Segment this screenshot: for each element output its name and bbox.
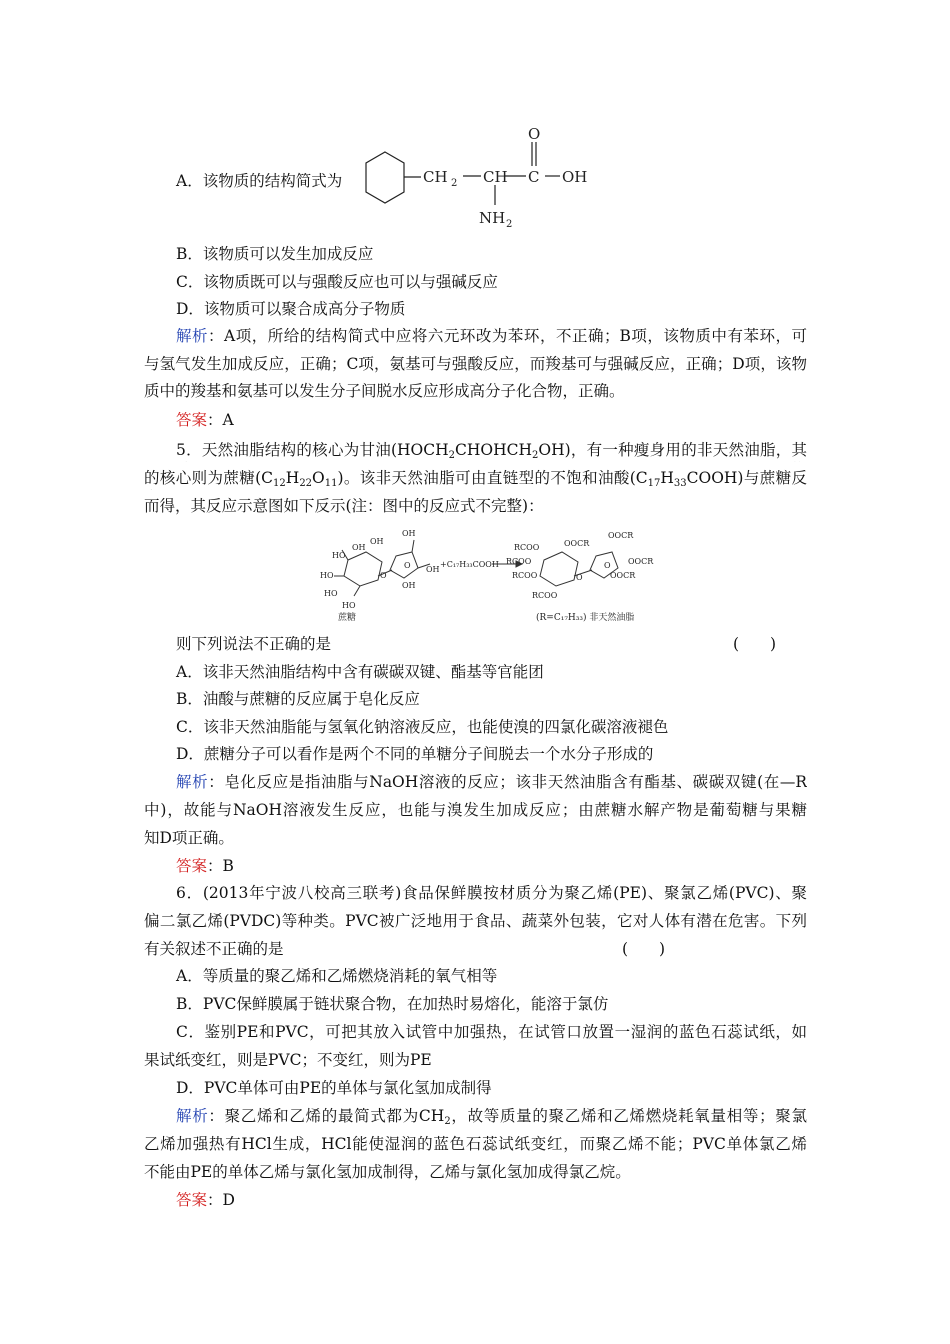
q4-analysis-line-1: 解析：A项，所给的结构简式中应将六元环改为苯环，不正确；B项，该物质中有苯环，可 (176, 327, 807, 345)
q5-answer-label: 答案 (176, 857, 208, 875)
q6-option-c-line-1: C．鉴别PE和PVC，可把其放入试管中加强热，在试管口放置一湿润的蓝色石蕊试纸，如 (176, 1023, 807, 1041)
q6-option-b: B．PVC保鲜膜属于链状聚合物，在加热时易熔化，能溶于氯仿 (176, 995, 609, 1013)
q4-answer-value: ：A (207, 411, 234, 429)
q5-analysis-line-3: 知D项正确。 (144, 829, 234, 847)
q5-analysis-line-1: 解析：皂化反应是指油脂与NaOH溶液的反应；该非天然油脂含有酯基、碳碳双键(在—R (176, 773, 807, 791)
svg-text:RCOO: RCOO (512, 571, 538, 580)
ch-group: CH (483, 168, 508, 186)
amino-group: NH (479, 209, 506, 227)
nh2-subscript: 2 (506, 219, 513, 230)
svg-text:O: O (404, 561, 411, 570)
q5-answer (176, 856, 234, 876)
svg-text:OH: OH (370, 537, 384, 546)
q4-option-d: D．该物质可以聚合成高分子物质 (176, 300, 406, 318)
svg-text:OH: OH (402, 581, 416, 590)
q5-answer-blank: ( ) (733, 635, 777, 653)
q6-option-c-line-2: 果试纸变红，则是PVC；不变红，则为PE (144, 1051, 432, 1069)
svg-text:O: O (604, 561, 611, 570)
q4-analysis-line-3: 质中的羧基和氨基可以发生分子间脱水反应形成高分子化合物，正确。 (144, 382, 625, 400)
carbonyl-carbon: C (528, 168, 540, 186)
reagent-label: +C₁₇H₃₃COOH (440, 560, 499, 569)
q6-analysis-line-2: 乙烯加强热有HCl生成，HCl能使湿润的蓝色石蕊试纸变红，而聚乙烯不能；PVC单体氯乙烯 (144, 1135, 807, 1153)
q6-answer (176, 1190, 235, 1210)
svg-text:OOCR: OOCR (628, 557, 654, 566)
q6-analysis-label: 解析 (176, 1107, 209, 1125)
q6-answer-blank: ( ) (622, 940, 666, 958)
q5-stem-line-3: 而得，其反应示意图如下反示(注：图中的反应式不完整)： (144, 497, 544, 515)
q4-analysis-label: 解析 (176, 327, 209, 345)
q4-answer-label: 答案 (176, 411, 208, 429)
svg-text:OH: OH (352, 543, 366, 552)
q4-option-a: A．该物质的结构简式为 (176, 172, 343, 190)
q4-option-b: B．该物质可以发生加成反应 (176, 245, 374, 263)
q5-analysis-label: 解析 (176, 773, 209, 791)
q5-option-c: C．该非天然油脂能与氢氧化钠溶液反应，也能使溴的四氯化碳溶液褪色 (176, 718, 669, 736)
q6-analysis-line-1: 解析：聚乙烯和乙烯的最简式都为$CH_2$，故等质量的聚乙烯和乙烯燃烧耗氧量相等；聚氯 (176, 1107, 807, 1127)
q6-analysis-line-3: 不能由PE的单体乙烯与氯化氢加成制得，乙烯与氯化氢加成得氯乙烷。 (144, 1163, 631, 1181)
svg-text:HO: HO (320, 571, 334, 580)
q4-answer (176, 410, 234, 430)
svg-text:HO: HO (324, 589, 338, 598)
svg-text:OH: OH (426, 565, 440, 574)
svg-text:RCOO: RCOO (506, 557, 532, 566)
svg-text:OOCR: OOCR (608, 531, 634, 540)
q5-option-b: B．油酸与蔗糖的反应属于皂化反应 (176, 690, 420, 708)
q6-answer-label: 答案 (176, 1191, 208, 1209)
product-glucose-ring (540, 552, 578, 586)
svg-text:RCOO: RCOO (514, 543, 540, 552)
svg-text:HO: HO (342, 601, 356, 610)
svg-text:OH: OH (402, 529, 416, 538)
svg-text:HO: HO (332, 551, 346, 560)
q6-option-a: A．等质量的聚乙烯和乙烯燃烧消耗的氧气相等 (176, 967, 498, 985)
q5-reaction-scheme (318, 528, 678, 624)
q5-option-d: D．蔗糖分子可以看作是两个不同的单糖分子间脱去一个水分子形成的 (176, 745, 654, 763)
q5-question: 则下列说法不正确的是 (176, 635, 332, 653)
cyclohexane-ring (366, 152, 404, 203)
q5-analysis-line-2: 中)，故能与NaOH溶液发生反应，也能与溴发生加成反应；由蔗糖水解产物是葡萄糖与果糖 (144, 801, 807, 819)
svg-text:RCOO: RCOO (532, 591, 558, 600)
ch2-group: CH (423, 168, 448, 186)
ch2-subscript: 2 (451, 178, 458, 189)
q5-stem-line-1: 5．天然油脂结构的核心为甘油$(HOCH_2CHOHCH_2OH)$，有一种瘦身用的非天然油脂，其 (176, 441, 807, 461)
hydroxyl-group: OH (562, 168, 588, 186)
svg-text:O: O (380, 571, 387, 580)
q6-answer-value: ：D (207, 1191, 235, 1209)
svg-text:O: O (576, 573, 583, 582)
carbonyl-oxygen: O (528, 125, 541, 143)
svg-text:OOCR: OOCR (610, 571, 636, 580)
q4-analysis-line-2: 与氢气发生加成反应，正确；C项，氨基可与强酸反应，而羧基可与强碱反应，正确；D项，该物 (144, 355, 807, 373)
q5-answer-value: ：B (207, 857, 234, 875)
product-label: (R=C₁₇H₃₃) 非天然油脂 (536, 613, 635, 623)
svg-text:OOCR: OOCR (564, 539, 590, 548)
q5-stem-line-2: 的核心则为蔗糖$(C_{12}H_{22}O_{11})$。该非天然油脂可由直链型的不饱和油酸$(C_{17}H_{33}COOH)$与蔗糖反 (144, 469, 807, 489)
q6-stem-line-3: 有关叙述不正确的是 (144, 940, 284, 958)
q5-option-a: A．该非天然油脂结构中含有碳碳双键、酯基等官能团 (176, 663, 544, 681)
q6-option-d: D．PVC单体可由PE的单体与氯化氢加成制得 (176, 1079, 492, 1097)
q6-stem-line-2: 偏二氯乙烯(PVDC)等种类。PVC被广泛地用于食品、蔬菜外包装，它对人体有潜在危害。下列 (144, 912, 807, 930)
q6-stem-line-1: 6．(2013年宁波八校高三联考)食品保鲜膜按材质分为聚乙烯(PE)、聚氯乙烯(PVC)、聚 (176, 884, 807, 902)
sucrose-label: 蔗糖 (338, 613, 357, 623)
q4-option-c: C．该物质既可以与强酸反应也可以与强碱反应 (176, 273, 498, 291)
sucrose-glucose-ring (344, 552, 382, 586)
q4-structure-formula (355, 120, 605, 235)
